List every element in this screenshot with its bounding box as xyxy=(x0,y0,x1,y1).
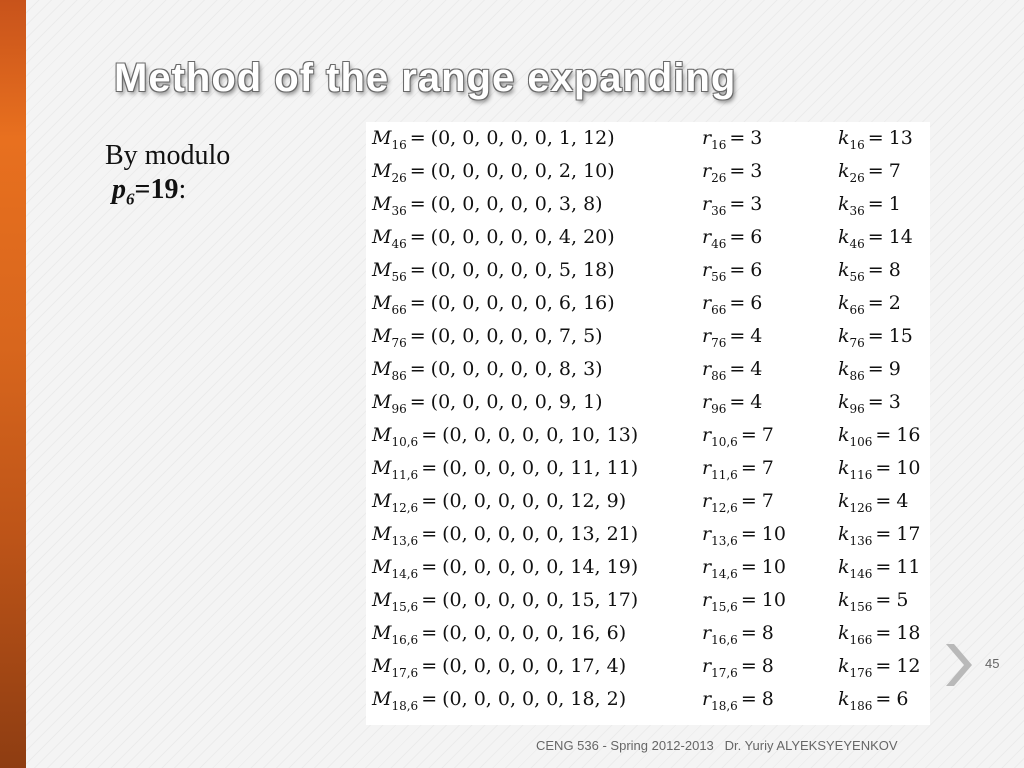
table-row xyxy=(366,122,930,155)
k-cell: $k_{106} = 16$ xyxy=(838,424,921,449)
m-cell: $M_{96} = (0$, 0, 0, 0, 0, 9, 1) xyxy=(372,391,603,416)
m-cell: $M_{86} = (0$, 0, 0, 0, 0, 8, 3) xyxy=(372,358,603,383)
m-cell: $M_{18,6} = (0$, 0, 0, 0, 0, 18, 2) xyxy=(372,688,627,713)
intro-text xyxy=(105,140,230,210)
page-number: 45 xyxy=(985,656,1000,671)
k-cell: $k_{126} = 4$ xyxy=(838,490,909,515)
k-cell: $k_{46} = 14$ xyxy=(838,226,913,251)
table-row xyxy=(366,518,930,551)
table-row xyxy=(366,551,930,584)
m-cell: $M_{66} = (0$, 0, 0, 0, 0, 6, 16) xyxy=(372,292,615,317)
k-cell: $k_{136} = 17$ xyxy=(838,523,921,548)
next-slide-chevron-icon[interactable] xyxy=(940,640,976,690)
m-cell: $M_{16} = (0$, 0, 0, 0, 0, 1, 12) xyxy=(372,127,615,152)
r-cell: $r_{13,6} = 10$ xyxy=(702,523,786,548)
table-row xyxy=(366,353,930,386)
r-cell: $r_{86} = 4$ xyxy=(702,358,763,383)
modulus-symbol: p xyxy=(112,174,126,205)
table-row xyxy=(366,584,930,617)
r-cell: $r_{14,6} = 10$ xyxy=(702,556,786,581)
r-cell: $r_{18,6} = 8$ xyxy=(702,688,774,713)
m-cell: $M_{26} = (0$, 0, 0, 0, 0, 2, 10) xyxy=(372,160,615,185)
r-cell: $r_{11,6} = 7$ xyxy=(702,457,774,482)
m-cell: $M_{13,6} = (0$, 0, 0, 0, 0, 13, 21) xyxy=(372,523,639,548)
r-cell: $r_{56} = 6$ xyxy=(702,259,763,284)
m-cell: $M_{10,6} = (0$, 0, 0, 0, 0, 10, 13) xyxy=(372,424,639,449)
k-cell: $k_{56} = 8$ xyxy=(838,259,901,284)
k-cell: $k_{96} = 3$ xyxy=(838,391,901,416)
r-cell: $r_{16,6} = 8$ xyxy=(702,622,774,647)
table-row xyxy=(366,221,930,254)
slide-title: Method of the range expanding xyxy=(114,56,737,100)
table-row xyxy=(366,287,930,320)
m-cell: $M_{11,6} = (0$, 0, 0, 0, 0, 11, 11) xyxy=(372,457,639,482)
k-cell: $k_{76} = 15$ xyxy=(838,325,913,350)
table-row xyxy=(366,683,930,716)
m-cell: $M_{46} = (0$, 0, 0, 0, 0, 4, 20) xyxy=(372,226,615,251)
modulus-subscript: 6 xyxy=(126,189,135,209)
r-cell: $r_{76} = 4$ xyxy=(702,325,763,350)
m-cell: $M_{15,6} = (0$, 0, 0, 0, 0, 15, 17) xyxy=(372,589,639,614)
accent-sidebar xyxy=(0,0,26,768)
k-cell: $k_{156} = 5$ xyxy=(838,589,909,614)
k-cell: $k_{16} = 13$ xyxy=(838,127,913,152)
k-cell: $k_{146} = 11$ xyxy=(838,556,921,581)
r-cell: $r_{15,6} = 10$ xyxy=(702,589,786,614)
table-row xyxy=(366,419,930,452)
k-cell: $k_{166} = 18$ xyxy=(838,622,921,647)
m-cell: $M_{36} = (0$, 0, 0, 0, 0, 3, 8) xyxy=(372,193,603,218)
table-row xyxy=(366,452,930,485)
modulus-colon: : xyxy=(178,174,187,205)
m-cell: $M_{17,6} = (0$, 0, 0, 0, 0, 17, 4) xyxy=(372,655,627,680)
table-row xyxy=(366,386,930,419)
table-row xyxy=(366,254,930,287)
k-cell: $k_{36} = 1$ xyxy=(838,193,901,218)
m-cell: $M_{56} = (0$, 0, 0, 0, 0, 5, 18) xyxy=(372,259,615,284)
modulus-value: =19 xyxy=(134,174,179,205)
table-row xyxy=(366,320,930,353)
r-cell: $r_{46} = 6$ xyxy=(702,226,763,251)
r-cell: $r_{66} = 6$ xyxy=(702,292,763,317)
k-cell: $k_{116} = 10$ xyxy=(838,457,921,482)
r-cell: $r_{12,6} = 7$ xyxy=(702,490,774,515)
footer-text: CENG 536 - Spring 2012-2013 Dr. Yuriy ALYEKSYEYENKOV xyxy=(536,738,898,753)
k-cell: $k_{176} = 12$ xyxy=(838,655,921,680)
m-cell: $M_{14,6} = (0$, 0, 0, 0, 0, 14, 19) xyxy=(372,556,639,581)
k-cell: $k_{186} = 6$ xyxy=(838,688,909,713)
k-cell: $k_{66} = 2$ xyxy=(838,292,901,317)
r-cell: $r_{96} = 4$ xyxy=(702,391,763,416)
r-cell: $r_{10,6} = 7$ xyxy=(702,424,774,449)
table-row xyxy=(366,617,930,650)
table-row xyxy=(366,155,930,188)
table-row xyxy=(366,650,930,683)
table-row xyxy=(366,485,930,518)
m-cell: $M_{76} = (0$, 0, 0, 0, 0, 7, 5) xyxy=(372,325,603,350)
intro-line-1: By modulo xyxy=(105,140,231,171)
formula-table xyxy=(366,122,930,725)
table-row xyxy=(366,188,930,221)
k-cell: $k_{86} = 9$ xyxy=(838,358,901,383)
r-cell: $r_{17,6} = 8$ xyxy=(702,655,774,680)
r-cell: $r_{16} = 3$ xyxy=(702,127,763,152)
k-cell: $k_{26} = 7$ xyxy=(838,160,901,185)
m-cell: $M_{12,6} = (0$, 0, 0, 0, 0, 12, 9) xyxy=(372,490,627,515)
r-cell: $r_{26} = 3$ xyxy=(702,160,763,185)
r-cell: $r_{36} = 3$ xyxy=(702,193,763,218)
m-cell: $M_{16,6} = (0$, 0, 0, 0, 0, 16, 6) xyxy=(372,622,627,647)
modulus-expression xyxy=(112,174,230,210)
